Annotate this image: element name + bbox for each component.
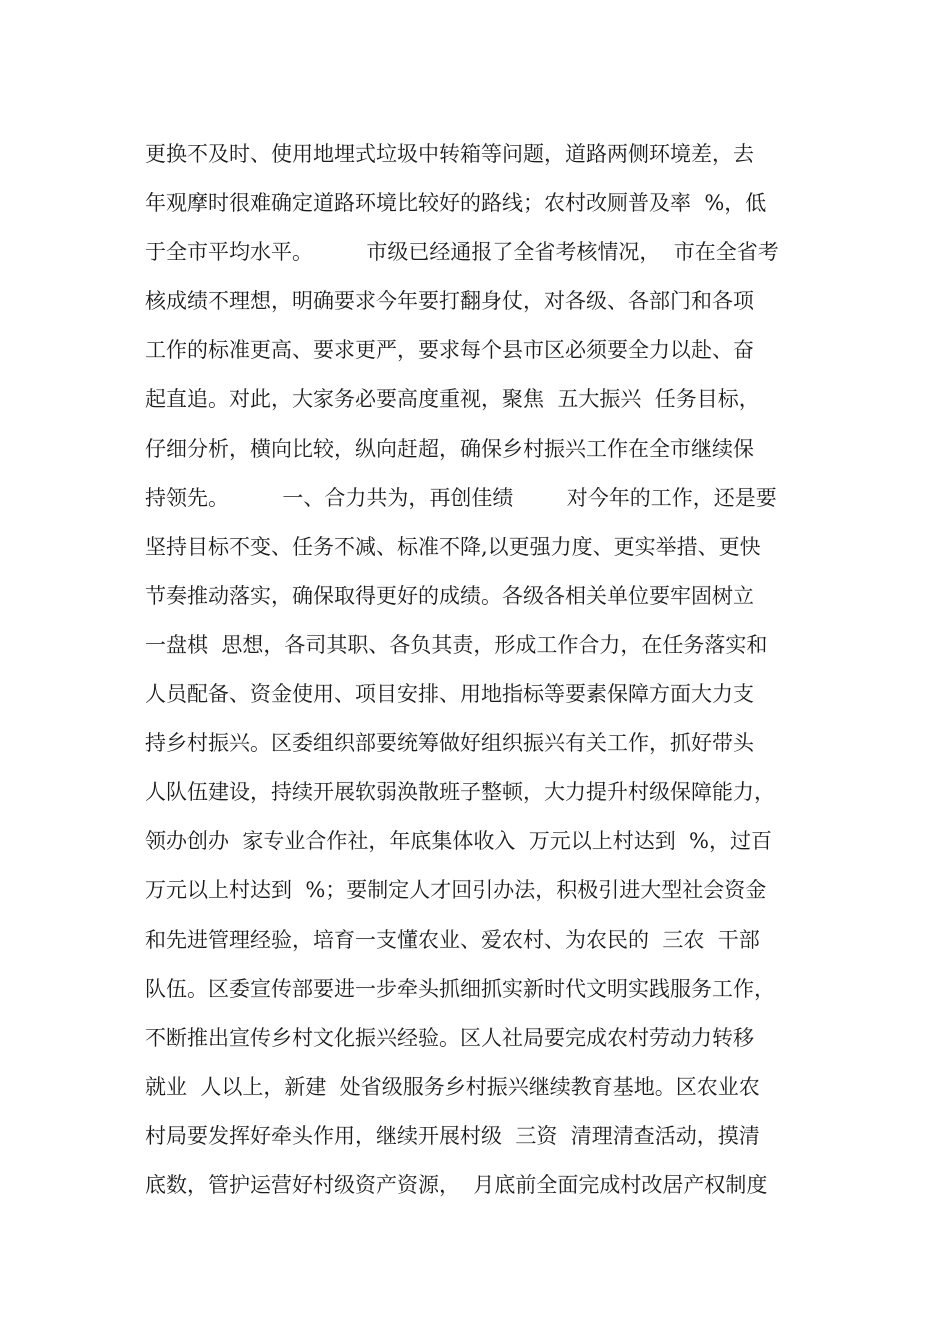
text-line: 工作的标准更高、要求更严，要求每个县市区必须要全力以赴、奋 (145, 338, 754, 363)
text-line: 持乡村振兴。区委组织部要统筹做好组织振兴有关工作，抓好带头 (145, 731, 754, 756)
text-line: 于全市平均水平。 市级已经通报了全省考核情况， 市在全省考 (145, 240, 779, 265)
text-line: 底数，管护运营好村级资产资源， 月底前全面完成村改居产权制度 (145, 1172, 768, 1197)
text-line: 人员配备、资金使用、项目安排、用地指标等要素保障方面大力支 (145, 682, 754, 707)
text-line: 更换不及时、使用地埋式垃圾中转箱等问题，道路两侧环境差，去 (145, 142, 754, 166)
text-line: 年观摩时很难确定道路环境比较好的路线；农村改厕普及率 %，低 (145, 191, 767, 216)
text-line: 起直追。对此，大家务必要高度重视，聚焦 五大振兴 任务目标， (145, 387, 760, 412)
text-line: 村局要发挥好牵头作用，继续开展村级 三资 清理清查活动，摸清 (145, 1123, 760, 1148)
text-line: 不断推出宣传乡村文化振兴经验。区人社局要完成农村劳动力转移 (145, 1025, 754, 1050)
body-text (145, 130, 815, 1210)
text-line: 万元以上村达到 %；要制定人才回引办法，积极引进大型社会资金 (145, 878, 767, 903)
text-line: 核成绩不理想，明确要求今年要打翻身仗，对各级、各部门和各项 (145, 289, 754, 314)
text-line: 领办创办 家专业合作社，年底集体收入 万元以上村达到 %，过百 (145, 829, 773, 854)
text-line: 和先进管理经验，培育一支懂农业、爱农村、为农民的 三农 干部 (145, 927, 760, 952)
text-line: 人队伍建设，持续开展软弱涣散班子整顿，大力提升村级保障能力， (145, 780, 775, 805)
text-line: 坚持目标不变、任务不减、标准不降,以更强力度、更实举措、更快 (145, 534, 761, 559)
text-line: 节奏推动落实，确保取得更好的成绩。各级各相关单位要牢固树立 (145, 583, 754, 608)
text-line: 仔细分析，横向比较，纵向赶超，确保乡村振兴工作在全市继续保 (145, 436, 754, 461)
text-line: 一盘棋 思想，各司其职、各负其责，形成工作合力，在任务落实和 (145, 632, 768, 657)
text-line: 队伍。区委宣传部要进一步牵头抓细抓实新时代文明实践服务工作， (145, 976, 775, 1001)
text-line: 就业 人以上，新建 处省级服务乡村振兴继续教育基地。区农业农 (145, 1074, 760, 1099)
text-line: 持领先。 一、合力共为，再创佳绩 对今年的工作，还是要 (145, 485, 777, 510)
